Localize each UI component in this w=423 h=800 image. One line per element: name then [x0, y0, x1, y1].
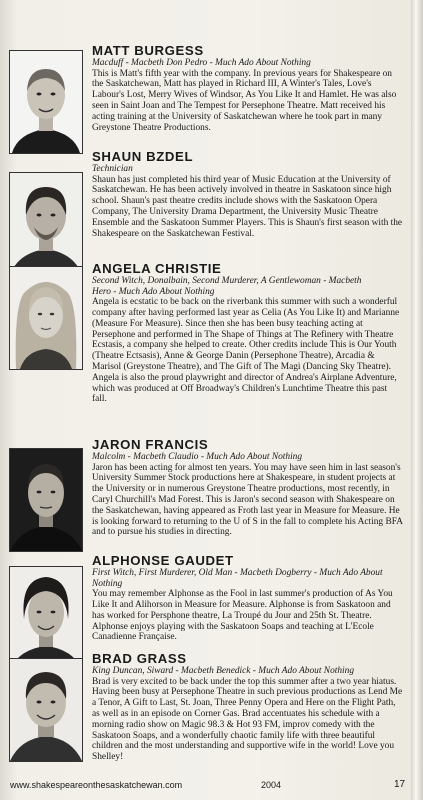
- page-number: 17: [394, 779, 406, 790]
- actor-roles: Macduff - Macbeth Don Pedro - Much Ado About Nothing: [92, 58, 311, 68]
- actor-bio: Angela is ecstatic to be back on the riverbank this summer with such a wonderful company after having performed last year as Celia (As You Like It) and Marianne (Measure For Measure). Since then she has been busy teaching acting at Persephone and performed in The Shape of Things at The Refinery with Theatre Ecstasis, a company she helped to create. Other credits include This is Our Youth (Theatre Ectsasis), Anne & George Danin (Persephone Theatre), Arcadia & Marisol (Greystone Theatre), and The Gift of The Magi (Dancing Sky Theatre). Angela is also the proud playwright and director of Andrea's Airplane Adventure, which was produced at Off Broadway's Children's Lunchtime Theatre this past fall.: [92, 297, 400, 405]
- headshot-image: [10, 567, 82, 669]
- actor-name: MATT BURGESS: [92, 43, 204, 58]
- actor-roles: Second Witch, Donalbain, Second Murderer, A Gentlewoman - Macbeth Hero - Much Ado About Nothing: [92, 276, 362, 297]
- headshot-photo: [9, 566, 83, 670]
- actor-roles: Malcolm - Macbeth Claudio - Much Ado About Nothing: [92, 452, 303, 462]
- actor-name: ALPHONSE GAUDET: [92, 553, 234, 568]
- headshot-photo: [9, 658, 83, 762]
- actor-bio: You may remember Alphonse as the Fool in last summer's production of As You Like It and Alihorson in Measure for Measure. Alphonse is from Saskatoon and has worked for Persphone theatre, La Troupé du Jour and 25th St. Theatre. Alphonse enjoys playing with the Saskatoon Soaps and teaching at L'Ecole Canadienne Française.: [92, 589, 393, 643]
- page-footer: [6, 778, 410, 794]
- actor-bio: This is Matt's fifth year with the company. In previous years for Shakespeare on the Saskatchewan, Matt has played in Richard III, A Winter's Tales, Love's Labour's Lost, Merry Wives of Windsor, As You Like It and Hamlet. He was also seen in Saint Joan and The Tempest for Persephone Theatre. Matt received his acting training at the University of Saskatchewan where he took part in many Greystone Theatre Productions.: [92, 68, 397, 133]
- headshot-photo: [9, 266, 83, 370]
- actor-name: BRAD GRASS: [92, 651, 187, 666]
- footer-year: 2004: [261, 780, 282, 790]
- headshot-image: [10, 51, 82, 153]
- actor-roles: First Witch, First Murderer, Old Man - Macbeth Dogberry - Much Ado About Nothing: [92, 568, 383, 589]
- actor-roles: Technician: [92, 164, 133, 174]
- actor-bio: Brad is very excited to be back under the top this summer after a two year hiatus. Having been busy at Persephone Theatre in such previous productions as Lend Me a Tenor, A Gift to Last, St. Joan, Three Penny Opera and Here on the Flight Path, as well as in an episode on Corner Gas. Brad accentuates his schedule with a morning radio show on Magic 98.3 & Hot 93 FM, improv comedy with the Saskatoon Soaps, and a wonderfully chaotic family life with three beautiful children and the most understanding and supportive wife in the world! Love you Shelley!: [92, 676, 403, 763]
- headshot-photo: [9, 172, 83, 276]
- actor-roles: King Duncan, Siward - Macbeth Benedick - Much Ado About Nothing: [92, 666, 355, 676]
- headshot-photo: [9, 448, 83, 552]
- headshot-image: [10, 173, 82, 275]
- page-spine: [411, 0, 423, 800]
- headshot-photo: [9, 50, 83, 154]
- headshot-image: [10, 267, 82, 369]
- actor-bio: Shaun has just completed his third year of Music Education at the University of Saskatchewan. He has been actively involved in theatre in Saskatoon since high school. Shaun's past theatre credits include shows with the Saskatoon Opera Company, The University Drama Department, the University Music Theatre Ensemble and the Saskatoon Summer Players. This is Shaun's first season with the Shakespeare on the Saskatchewan Festival.: [92, 174, 403, 239]
- actor-name: JARON FRANCIS: [92, 437, 209, 452]
- website-link: www.shakespeareonthesaskatchewan.com: [10, 780, 183, 790]
- headshot-image: [10, 659, 82, 761]
- actor-bio: Jaron has been acting for almost ten years. You may have seen him in last season's University Summer Stock productions here at Shakespeare, in student projects at the University or in numerous Greystone Theatre productions, most recently, in Caryl Churchill's Mad Forest. This is Jaron's second season with Shakespeare on the Saskatchewan, having appeared as Froth last year in Measure for Measure. He is looking forward to returning to the U of S in the fall to complete his Acting BFA and to pursue his studies in directing.: [92, 462, 403, 538]
- headshot-image: [10, 449, 82, 551]
- actor-name: ANGELA CHRISTIE: [92, 261, 222, 276]
- actor-name: SHAUN BZDEL: [92, 149, 194, 164]
